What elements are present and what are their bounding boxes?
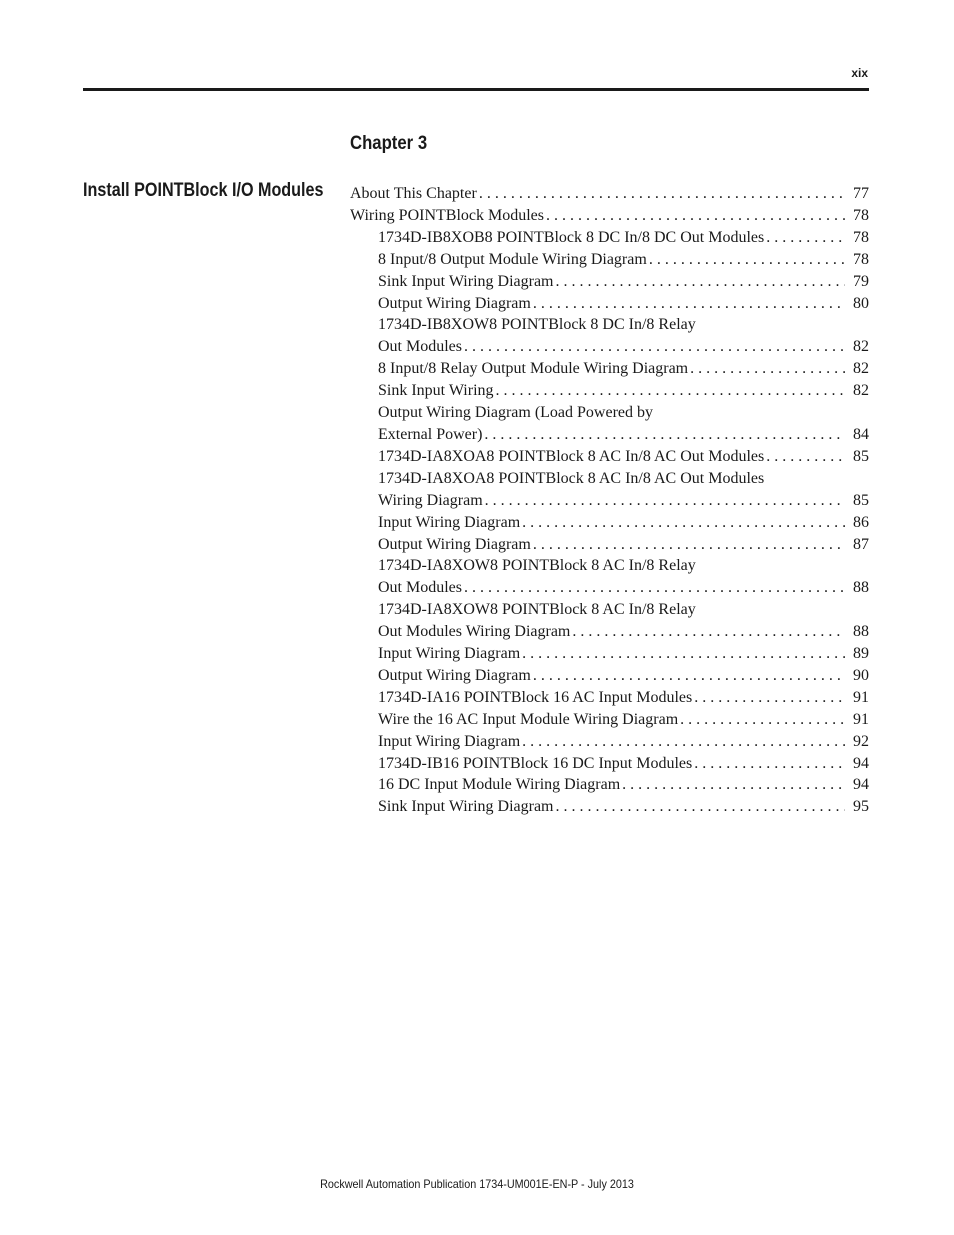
toc-dot-leader [533,293,845,315]
toc-entry-title-line1: Output Wiring Diagram (Load Powered by [378,404,653,422]
toc-dot-leader [690,358,845,380]
toc-dot-leader [464,336,845,358]
toc-entry-title: Out Modules [378,579,462,597]
toc-entry[interactable] [350,687,869,709]
chapter-label: Chapter 3 [350,133,428,154]
toc-dot-leader [522,643,845,665]
toc-entry-title: Input Wiring Diagram [378,513,521,531]
toc-entry-title: 8 Input/8 Output Module Wiring Diagram [378,250,647,268]
toc-entry-title: Output Wiring Diagram [378,294,531,312]
toc-dot-leader [680,709,845,731]
toc-dot-leader [485,490,845,512]
toc-entry[interactable] [350,577,869,599]
toc-entry-title: About This Chapter [350,185,477,202]
toc-entry-page: 78 [853,250,869,268]
toc-entry-page: 94 [853,754,869,772]
toc-dot-leader [555,271,845,293]
toc-entry-page: 82 [853,338,869,356]
toc-dot-leader [479,183,845,205]
toc-entry-title: 1734D-IA8XOA8 POINTBlock 8 AC In/8 AC Out Modules [378,447,765,465]
toc-entry-title: 1734D-IB16 POINTBlock 16 DC Input Modules [378,754,693,772]
toc-entry[interactable] [350,336,869,358]
header-rule [83,88,869,91]
toc-entry[interactable] [350,358,869,380]
toc-dot-leader [622,774,845,796]
toc-entry-title: 1734D-IA16 POINTBlock 16 AC Input Modules [378,688,693,706]
toc-entry[interactable] [350,643,869,665]
toc-entry[interactable] [350,380,869,402]
chapter-title: Install POINTBlock I/O Modules [83,180,324,201]
toc-entry[interactable] [350,774,869,796]
toc-entry-page: 85 [853,491,869,509]
toc-entry-title: Sink Input Wiring [378,382,494,400]
publication-footer: Rockwell Automation Publication 1734-UM001E-EN-P - July 2013 [320,1177,634,1191]
toc-dot-leader [572,621,845,643]
toc-dot-leader [649,249,845,271]
table-of-contents [350,183,869,818]
toc-entry-page: 88 [853,623,869,641]
toc-entry-title-line1: 1734D-IA8XOW8 POINTBlock 8 AC In/8 Relay [378,557,696,575]
toc-entry[interactable] [350,731,869,753]
toc-dot-leader [546,205,845,227]
toc-entry-page: 92 [853,732,869,750]
toc-entry-title-line1: 1734D-IB8XOW8 POINTBlock 8 DC In/8 Relay [378,316,696,334]
toc-entry-title: Out Modules [378,338,462,356]
toc-entry[interactable] [350,205,869,227]
toc-entry-page: 89 [853,645,869,663]
toc-entry-page: 82 [853,360,869,378]
toc-entry-title: External Power) [378,425,483,443]
toc-entry-title-line1: 1734D-IA8XOA8 POINTBlock 8 AC In/8 AC Out Modules [378,469,765,487]
toc-entry-title: Sink Input Wiring Diagram [378,798,554,816]
toc-entry-page: 91 [853,688,869,706]
toc-entry-page: 78 [853,206,869,224]
toc-entry-title: Output Wiring Diagram [378,535,531,553]
toc-entry-title: 1734D-IB8XOB8 POINTBlock 8 DC In/8 DC Out Modules [378,228,765,246]
toc-entry[interactable] [350,249,869,271]
toc-entry-page: 87 [853,535,869,553]
toc-dot-leader [766,227,845,249]
toc-entry-page: 78 [853,228,869,246]
toc-dot-leader [533,665,845,687]
toc-dot-leader [766,446,845,468]
toc-entry[interactable] [350,446,869,468]
toc-entry-title: Sink Input Wiring Diagram [378,272,554,290]
toc-entry-title: Out Modules Wiring Diagram [378,623,571,641]
toc-entry-page: 95 [853,798,869,816]
toc-entry-title: Input Wiring Diagram [378,732,521,750]
toc-entry-title: Output Wiring Diagram [378,666,531,684]
toc-entry[interactable] [350,183,869,205]
toc-entry-page: 94 [853,776,869,794]
toc-dot-leader [694,753,845,775]
toc-dot-leader [484,424,845,446]
toc-entry[interactable] [350,490,869,512]
toc-entry[interactable] [350,227,869,249]
toc-dot-leader [533,534,845,556]
toc-entry-page: 82 [853,382,869,400]
toc-dot-leader [555,796,845,818]
toc-dot-leader [694,687,845,709]
toc-entry-title: Wire the 16 AC Input Module Wiring Diagram [378,710,679,728]
toc-entry-title: Input Wiring Diagram [378,645,521,663]
toc-entry-page: 85 [853,447,869,465]
toc-entry-page: 77 [853,185,869,202]
toc-entry-page: 84 [853,425,869,443]
toc-entry[interactable] [350,621,869,643]
toc-entry[interactable] [350,271,869,293]
toc-entry-title: 8 Input/8 Relay Output Module Wiring Diagram [378,360,689,378]
page-number: xix [851,66,868,80]
toc-entry-title: Wiring Diagram [378,491,483,509]
toc-entry[interactable] [350,665,869,687]
toc-entry-page: 91 [853,710,869,728]
toc-dot-leader [522,512,845,534]
toc-entry-title: Wiring POINTBlock Modules [350,206,545,224]
toc-entry[interactable] [350,709,869,731]
toc-dot-leader [496,380,845,402]
toc-entry[interactable] [350,512,869,534]
toc-entry[interactable] [350,753,869,775]
toc-entry-page: 88 [853,579,869,597]
toc-entry[interactable] [350,796,869,818]
toc-entry[interactable] [350,534,869,556]
toc-entry-page: 90 [853,666,869,684]
toc-dot-leader [522,731,845,753]
toc-entry-title-line1: 1734D-IA8XOW8 POINTBlock 8 AC In/8 Relay [378,601,696,619]
toc-entry-page: 79 [853,272,869,290]
toc-entry-page: 86 [853,513,869,531]
toc-dot-leader [464,577,845,599]
toc-entry-page: 80 [853,294,869,312]
toc-entry-title: 16 DC Input Module Wiring Diagram [378,776,621,794]
toc-entry[interactable] [350,293,869,315]
toc-entry[interactable] [350,424,869,446]
